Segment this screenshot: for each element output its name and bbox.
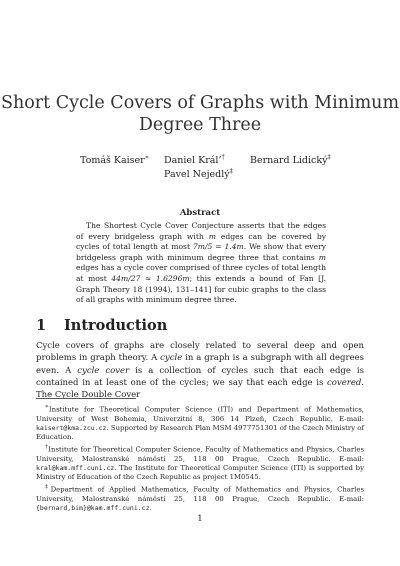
abstract-body	[76, 221, 326, 306]
author-footnote-mark: †	[221, 153, 225, 161]
author-name: Bernard Lidický	[250, 155, 328, 166]
abstract-heading: Abstract	[179, 208, 221, 218]
author-name: Pavel Nejedlý	[164, 169, 230, 180]
footnote-2: †Institute for Theoretical Computer Science, Faculty of Mathematics and Physics, Charles University, Malostranské náměstí 25, 118 00 Prague, Czech Republic. E-mail: kral@kam.mff.cuni.cz. The Institute for Theoretical Computer Science (ITI) is supported by Ministry of Education of the Czech Republic as project 1M0545.	[36, 444, 365, 482]
paper-title	[0, 92, 400, 136]
author-kral	[164, 153, 225, 166]
email-link[interactable]: kral@kam.mff.cuni.cz	[36, 463, 115, 472]
email-link[interactable]: kaisert@kma.zcu.cz	[36, 423, 107, 432]
section-title: Introduction	[64, 317, 168, 334]
author-kaiser	[80, 153, 149, 166]
section-number: 1	[36, 317, 47, 334]
author-name: Daniel Král’	[164, 155, 222, 166]
author-footnote-mark: ‡	[327, 153, 331, 161]
introduction-paragraph: Cycle covers of graphs are closely related to several deep and open problems in graph theory. A cycle in a graph is a subgraph with all degrees even. A cycle cover is a collection of cycles such that each edge is contained in at least one of the cycles; we say that each edge is covered. The Cycle Double Cover	[36, 341, 364, 401]
abstract-paragraph: The Shortest Cycle Cover Conjecture asserts that the edges of every bridgeless graph with m edges can be covered by cycles of total length at most 7m/5 = 1.4m. We show that every bridgeless graph with minimum degree three that contains m edges has a cycle cover comprised of three cycles of total length at most 44m/27 ≈ 1.6296m; this extends a bound of Fan [J. Graph Theory 18 (1994), 131–141] for cubic graphs to the class of all graphs with minimum degree three.	[76, 221, 327, 305]
introduction-body	[36, 340, 364, 401]
page-number: 1	[197, 514, 203, 524]
author-lidicky	[250, 153, 331, 166]
footnote-divider	[36, 398, 136, 399]
email-link[interactable]: {bernard,bim}@kam.mff.cuni.cz	[36, 503, 150, 512]
section-heading-introduction	[36, 317, 167, 334]
author-name: Tomáš Kaiser	[80, 155, 145, 166]
author-nejedly	[164, 167, 233, 180]
title-line-1: Short Cycle Covers of Graphs with Minimum	[0, 93, 400, 113]
author-footnote-mark: ‡	[229, 167, 233, 175]
footnotes	[36, 403, 364, 514]
footnote-3: ‡Department of Applied Mathematics, Faculty of Mathematics and Physics, Charles University, Malostranské náměstí 25, 118 00 Prague, Czech Republic. E-mail: {bernard,bim}@kam.mff.cuni.cz.	[36, 484, 364, 512]
footnote-1: ∗Institute for Theoretical Computer Science (ITI) and Department of Mathematics, University of West Bohemia, Univerzitní 8, 306 14 Plzeň, Czech Republic. E-mail: kaisert@kma.zcu.cz. Supported by Research Plan MSM 4977751301 of the Czech Ministry of Education.	[36, 404, 364, 441]
author-footnote-mark: ∗	[144, 153, 150, 161]
title-line-2: Degree Three	[138, 115, 262, 135]
